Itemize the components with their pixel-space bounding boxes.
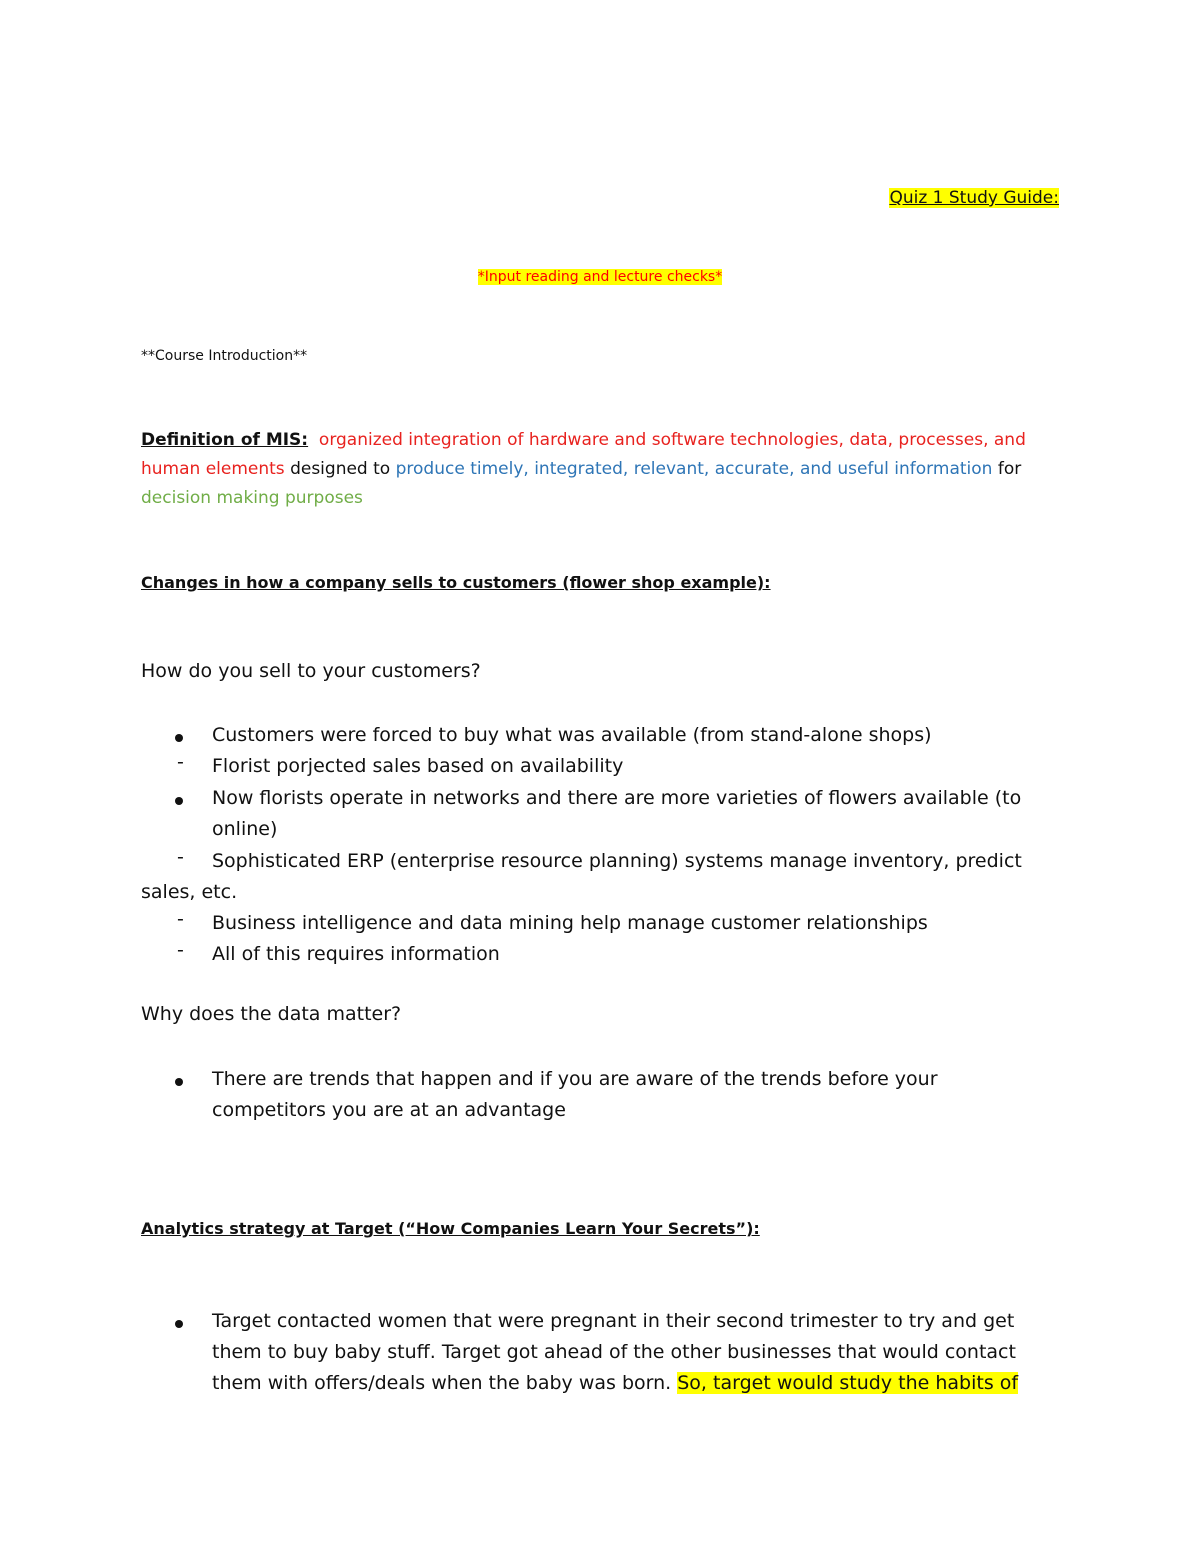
bullet-dot-icon (175, 1320, 183, 1328)
definition-red-text: organized integration of hardware and software technologies, data, processes, and human elements (141, 430, 1026, 479)
dash-marker: - (177, 846, 184, 868)
list-item: Customers were forced to buy what was available (from stand-alone shops) (212, 724, 932, 746)
list-item: Now florists operate in networks and there are more varieties of flowers available (to online) (212, 787, 1022, 840)
list-item: Florist porjected sales based on availability (212, 755, 624, 777)
course-introduction: **Course Introduction** (141, 348, 308, 364)
doc-title: Quiz 1 Study Guide: (889, 188, 1059, 208)
list-item-continuation: sales, etc. (141, 881, 238, 903)
question-sell: How do you sell to your customers? (141, 660, 481, 682)
bullet-dot-icon (175, 734, 183, 742)
section-heading-target: Analytics strategy at Target (“How Companies Learn Your Secrets”): (141, 1219, 760, 1238)
dash-marker: - (177, 751, 184, 773)
bullet-dot-icon (175, 1078, 183, 1086)
subnote-text: *Input reading and lecture checks* (477, 269, 723, 285)
definition-label: Definition of MIS: (141, 430, 309, 450)
list-item: Sophisticated ERP (enterprise resource planning) systems manage inventory, predict (212, 850, 1022, 872)
list-item-target (212, 1306, 1042, 1399)
subnote (0, 269, 1200, 285)
target-highlight: So, target would study the habits of (677, 1372, 1019, 1394)
definition-blue-text: produce timely, integrated, relevant, accurate, and useful information (395, 459, 993, 479)
mis-definition (141, 426, 1061, 513)
list-item: All of this requires information (212, 943, 500, 965)
definition-plain-text-1: designed to (290, 459, 391, 479)
list-item: There are trends that happen and if you are aware of the trends before your competitors you are at an advantage (212, 1068, 938, 1121)
list-item: Business intelligence and data mining help manage customer relationships (212, 912, 928, 934)
dash-marker: - (177, 939, 184, 961)
question-data-matter: Why does the data matter? (141, 1003, 402, 1025)
bullet-dot-icon (175, 797, 183, 805)
definition-plain-text-2: for (997, 459, 1022, 479)
section-heading-changes: Changes in how a company sells to customers (flower shop example): (141, 573, 771, 592)
definition-green-text: decision making purposes (141, 488, 363, 508)
dash-marker: - (177, 908, 184, 930)
target-text: Target contacted women that were pregnant in their second trimester to try and get them to buy baby stuff. Target got ahead of the other businesses that would contact them with offers/deals when the baby was born. (212, 1310, 1016, 1394)
